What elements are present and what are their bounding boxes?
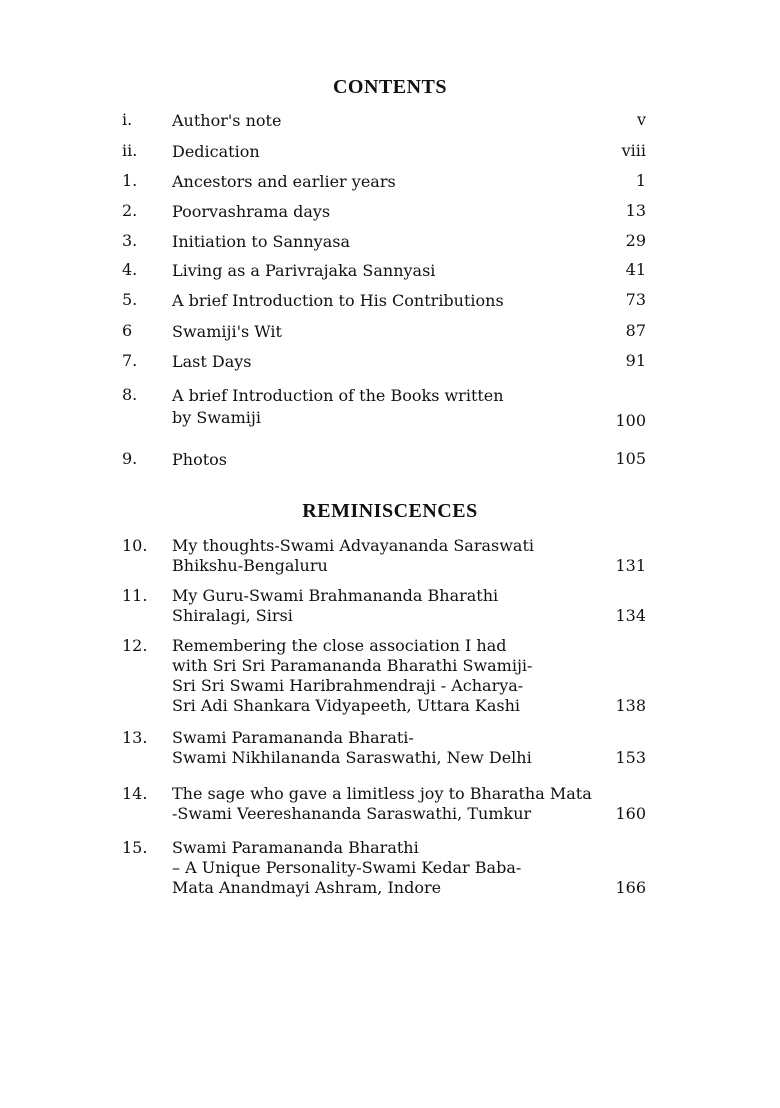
entry-title-line: Initiation to Sannyasa	[172, 232, 350, 251]
entry-title	[172, 110, 612, 132]
entry-number: 10.	[122, 536, 148, 555]
entry-number: 6	[122, 321, 133, 340]
entry-title-line: Last Days	[172, 352, 252, 371]
entry-page-number: 138	[615, 696, 646, 715]
entry-page-number: 13	[625, 201, 646, 220]
entry-title-line: Author's note	[172, 111, 282, 130]
entry-number: 1.	[122, 171, 138, 190]
entry-title	[172, 636, 612, 716]
entry-title	[172, 201, 612, 223]
entry-title-line: Remembering the close association I had	[172, 636, 507, 655]
entry-title-line: Swami Nikhilananda Saraswathi, New Delhi	[172, 748, 532, 767]
entry-title	[172, 290, 612, 312]
entry-title-line: Living as a Parivrajaka Sannyasi	[172, 261, 436, 280]
entry-number: 11.	[122, 586, 148, 605]
entry-title-line: Ancestors and earlier years	[172, 172, 396, 191]
entry-title-line: with Sri Sri Paramananda Bharathi Swamiji-	[172, 656, 533, 675]
entry-title	[172, 260, 612, 282]
entry-title-line: Swami Paramananda Bharathi	[172, 838, 419, 857]
entry-page-number: 41	[625, 260, 646, 279]
entry-title-line: Swamiji's Wit	[172, 322, 282, 341]
entry-number: ii.	[122, 141, 138, 160]
entry-title	[172, 231, 612, 253]
entry-title-line: Swami Paramananda Bharati-	[172, 728, 414, 747]
entry-title	[172, 141, 612, 163]
entry-title-line: Sri Sri Swami Haribrahmendraji - Acharya-	[172, 676, 524, 695]
entry-title	[172, 784, 612, 824]
entry-number: 15.	[122, 838, 148, 857]
entry-title	[172, 321, 612, 343]
entry-title-line: My thoughts-Swami Advayananda Saraswati	[172, 536, 534, 555]
entry-page-number: 134	[615, 606, 646, 625]
entry-title	[172, 536, 612, 576]
entry-title-line: The sage who gave a limitless joy to Bharatha Mata	[172, 784, 592, 803]
entry-title	[172, 728, 612, 768]
entry-page-number: 160	[615, 804, 646, 823]
entry-page-number: 1	[635, 171, 646, 190]
entry-number: 13.	[122, 728, 148, 747]
entry-page-number: v	[636, 110, 646, 129]
entry-page-number: 91	[625, 351, 646, 370]
entry-title-line: by Swamiji	[172, 408, 261, 427]
entry-page-number: 73	[625, 290, 646, 309]
entry-title-line: Dedication	[172, 142, 260, 161]
reminiscences-heading: REMINISCENCES	[302, 500, 478, 522]
entry-title-line: Mata Anandmayi Ashram, Indore	[172, 878, 442, 897]
entry-page-number: 131	[615, 556, 646, 575]
entry-title-line: – A Unique Personality-Swami Kedar Baba-	[172, 858, 522, 877]
contents-heading: CONTENTS	[332, 76, 448, 98]
entry-number: 5.	[122, 290, 138, 309]
entry-number: 12.	[122, 636, 148, 655]
entry-number: 7.	[122, 351, 138, 370]
entry-number: 4.	[122, 260, 138, 279]
entry-number: 14.	[122, 784, 148, 803]
entry-page-number: 29	[625, 231, 646, 250]
entry-title	[172, 351, 612, 373]
entry-title-line: Sri Adi Shankara Vidyapeeth, Uttara Kashi	[172, 696, 521, 715]
entry-page-number: 153	[615, 748, 646, 767]
entry-title	[172, 171, 612, 193]
entry-title-line: Poorvashrama days	[172, 202, 331, 221]
entry-title-line: My Guru-Swami Brahmananda Bharathi	[172, 586, 499, 605]
entry-title	[172, 449, 612, 471]
entry-page-number: 166	[615, 878, 646, 897]
entry-title-line: Bhikshu-Bengaluru	[172, 556, 328, 575]
entry-page-number: viii	[621, 141, 646, 160]
entry-number: 9.	[122, 449, 138, 468]
entry-number: i.	[122, 110, 133, 129]
entry-number: 8.	[122, 385, 138, 404]
entry-page-number: 87	[625, 321, 646, 340]
entry-title	[172, 838, 612, 898]
entry-title-line: A brief Introduction to His Contributions	[172, 291, 504, 310]
entry-number: 2.	[122, 201, 138, 220]
entry-title	[172, 385, 612, 429]
entry-title-line: -Swami Veereshananda Saraswathi, Tumkur	[172, 804, 532, 823]
entry-title-line: Shiralagi, Sirsi	[172, 606, 293, 625]
entry-page-number: 105	[615, 449, 646, 468]
entry-page-number: 100	[615, 411, 646, 430]
entry-number: 3.	[122, 231, 138, 250]
entry-title	[172, 586, 612, 626]
entry-title-line: Photos	[172, 450, 227, 469]
entry-title-line: A brief Introduction of the Books written	[172, 386, 504, 405]
